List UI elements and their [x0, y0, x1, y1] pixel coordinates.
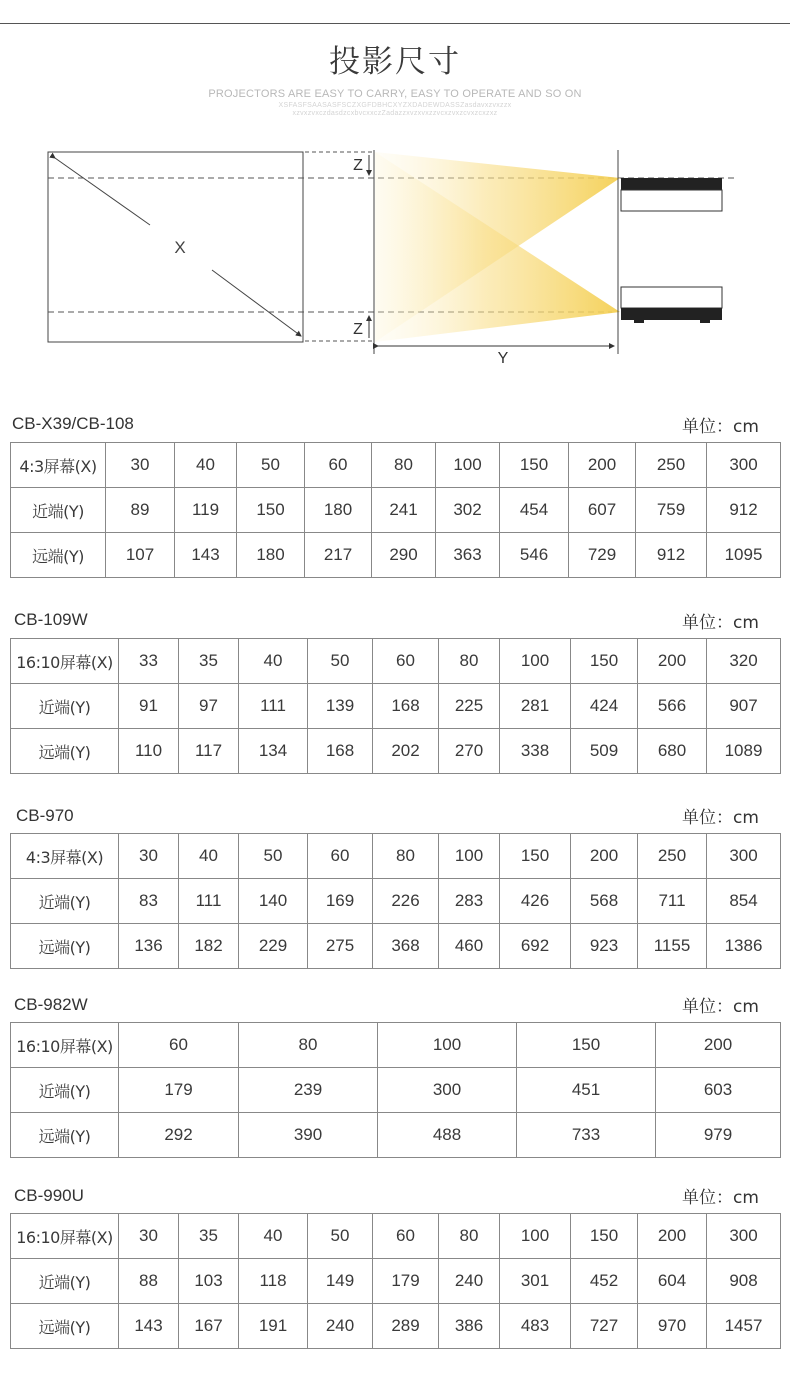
table-cell: 604 [638, 1259, 707, 1304]
table-cell: 50 [308, 639, 373, 684]
table-cell: 179 [373, 1259, 439, 1304]
table-row [11, 1259, 781, 1304]
floor-projector-foot [634, 320, 644, 323]
table-row [11, 1214, 781, 1259]
table-cell: 33 [119, 639, 179, 684]
table-cell: 270 [439, 729, 500, 774]
table-cell: 107 [106, 533, 175, 578]
table-cell: 110 [119, 729, 179, 774]
table-cell: 50 [239, 834, 308, 879]
table-row [11, 684, 781, 729]
table-cell: 180 [305, 488, 372, 533]
table-cell: 169 [308, 879, 373, 924]
table-cell: 119 [175, 488, 237, 533]
table-cell: 89 [106, 488, 175, 533]
table-cell: 200 [656, 1023, 781, 1068]
table-cell: 1386 [707, 924, 781, 969]
table-cell: 83 [119, 879, 179, 924]
table-cell: 40 [239, 639, 308, 684]
table-cell: 300 [707, 1214, 781, 1259]
table-cell: 80 [373, 834, 439, 879]
table-cell: 140 [239, 879, 308, 924]
table-cell: 远端(Y) [11, 533, 106, 578]
table-cell: 111 [179, 879, 239, 924]
table-cell: 607 [569, 488, 636, 533]
table-cell: 30 [106, 443, 175, 488]
table-cell: 30 [119, 1214, 179, 1259]
table-cell: 1457 [707, 1304, 781, 1349]
table-row [11, 729, 781, 774]
table-cell: 136 [119, 924, 179, 969]
table-cell: 168 [308, 729, 373, 774]
table-cell: 680 [638, 729, 707, 774]
table-cell: 143 [119, 1304, 179, 1349]
table-cell: 923 [571, 924, 638, 969]
table-cell: 150 [571, 639, 638, 684]
table-cell: 60 [373, 1214, 439, 1259]
table-cell: 179 [119, 1068, 239, 1113]
table-cell: 759 [636, 488, 707, 533]
table-cell: 远端(Y) [11, 1304, 119, 1349]
table-cell: 16:10屏幕(X) [11, 1023, 119, 1068]
table-row [11, 879, 781, 924]
spec-table [10, 442, 781, 578]
table-cell: 118 [239, 1259, 308, 1304]
table-cell: 289 [373, 1304, 439, 1349]
table-row [11, 488, 781, 533]
floor-projector-foot [700, 320, 710, 323]
spec-table [10, 1022, 781, 1158]
table-cell: 566 [638, 684, 707, 729]
table-cell: 1155 [638, 924, 707, 969]
table-cell: 40 [239, 1214, 308, 1259]
table-cell: 40 [175, 443, 237, 488]
table-cell: 16:10屏幕(X) [11, 1214, 119, 1259]
table-cell: 60 [373, 639, 439, 684]
table-cell: 368 [373, 924, 439, 969]
table-cell: 300 [707, 443, 781, 488]
table-cell: 60 [119, 1023, 239, 1068]
table-cell: 80 [439, 639, 500, 684]
table-cell: 100 [378, 1023, 517, 1068]
unit-label: 单位：cm [682, 613, 759, 633]
table-cell: 近端(Y) [11, 1068, 119, 1113]
table-cell: 907 [707, 684, 781, 729]
table-cell: 167 [179, 1304, 239, 1349]
table-cell: 338 [500, 729, 571, 774]
table-cell: 729 [569, 533, 636, 578]
ceiling-projector-body [621, 190, 722, 211]
table-cell: 217 [305, 533, 372, 578]
table-cell: 727 [571, 1304, 638, 1349]
table-cell: 200 [571, 834, 638, 879]
projection-size-diagram [0, 140, 790, 370]
table-cell: 近端(Y) [11, 1259, 119, 1304]
table-cell: 182 [179, 924, 239, 969]
table-cell: 97 [179, 684, 239, 729]
y-label: Y [497, 350, 509, 367]
table-cell: 300 [378, 1068, 517, 1113]
decorative-text-line: XSFASFSAASASFSCZXGFDBHCXYZXDADEWDASSZasdavxzvxzzx [278, 102, 512, 109]
table-cell: 近端(Y) [11, 879, 119, 924]
table-cell: 460 [439, 924, 500, 969]
table-cell: 35 [179, 639, 239, 684]
table-cell: 80 [439, 1214, 500, 1259]
table-cell: 50 [308, 1214, 373, 1259]
table-cell: 143 [175, 533, 237, 578]
table-cell: 60 [305, 443, 372, 488]
spec-table [10, 1213, 781, 1349]
table-cell: 229 [239, 924, 308, 969]
table-cell: 711 [638, 879, 707, 924]
table-cell: 200 [569, 443, 636, 488]
table-cell: 139 [308, 684, 373, 729]
table-cell: 近端(Y) [11, 488, 106, 533]
table-row [11, 834, 781, 879]
table-row [11, 924, 781, 969]
table-row [11, 443, 781, 488]
table-cell: 241 [372, 488, 436, 533]
table-cell: 4:3屏幕(X) [11, 443, 106, 488]
spec-table [10, 833, 781, 969]
table-cell: 240 [439, 1259, 500, 1304]
table-row [11, 1113, 781, 1158]
table-cell: 134 [239, 729, 308, 774]
table-cell: 239 [239, 1068, 378, 1113]
z-label-top: Z [353, 157, 363, 174]
table-cell: 16:10屏幕(X) [11, 639, 119, 684]
table-cell: 970 [638, 1304, 707, 1349]
table-cell: 91 [119, 684, 179, 729]
table-row [11, 533, 781, 578]
table-cell: 568 [571, 879, 638, 924]
table-cell: 452 [571, 1259, 638, 1304]
table-cell: 281 [500, 684, 571, 729]
table-cell: 509 [571, 729, 638, 774]
table-cell: 111 [239, 684, 308, 729]
top-divider [0, 23, 790, 24]
table-cell: 50 [237, 443, 305, 488]
table-cell: 692 [500, 924, 571, 969]
table-cell: 150 [500, 443, 569, 488]
table-cell: 150 [500, 834, 571, 879]
table-cell: 390 [239, 1113, 378, 1158]
unit-label: 单位：cm [682, 808, 759, 828]
model-label: CB-970 [16, 806, 74, 825]
table-cell: 100 [439, 834, 500, 879]
floor-projector-body [621, 287, 722, 308]
table-cell: 488 [378, 1113, 517, 1158]
table-cell: 150 [571, 1214, 638, 1259]
table-cell: 30 [119, 834, 179, 879]
table-cell: 854 [707, 879, 781, 924]
screen-x-label: X [174, 238, 186, 257]
table-cell: 225 [439, 684, 500, 729]
table-cell: 200 [638, 639, 707, 684]
table-cell: 426 [500, 879, 571, 924]
table-cell: 60 [308, 834, 373, 879]
table-cell: 远端(Y) [11, 1113, 119, 1158]
table-row [11, 1068, 781, 1113]
table-cell: 远端(Y) [11, 729, 119, 774]
table-row [11, 1023, 781, 1068]
table-cell: 100 [500, 1214, 571, 1259]
page-title: 投影尺寸 [329, 44, 461, 80]
table-cell: 100 [436, 443, 500, 488]
table-cell: 451 [517, 1068, 656, 1113]
table-cell: 292 [119, 1113, 239, 1158]
table-cell: 301 [500, 1259, 571, 1304]
table-cell: 250 [636, 443, 707, 488]
table-cell: 168 [373, 684, 439, 729]
spec-table [10, 638, 781, 774]
table-cell: 35 [179, 1214, 239, 1259]
diagonal-arrow-upper [55, 158, 150, 225]
table-cell: 912 [636, 533, 707, 578]
table-cell: 226 [373, 879, 439, 924]
table-cell: 近端(Y) [11, 684, 119, 729]
floor-projector-base [621, 308, 722, 320]
table-cell: 546 [500, 533, 569, 578]
table-cell: 202 [373, 729, 439, 774]
table-cell: 454 [500, 488, 569, 533]
table-cell: 275 [308, 924, 373, 969]
model-label: CB-982W [14, 995, 88, 1014]
table-cell: 603 [656, 1068, 781, 1113]
table-row [11, 1304, 781, 1349]
table-cell: 103 [179, 1259, 239, 1304]
table-cell: 80 [239, 1023, 378, 1068]
model-label: CB-109W [14, 610, 88, 629]
decorative-text-line: xzvxzvxczdasdzcxbvcxxczZadazzxvzxvxzzvcxzvxzcvxzcxzxz [292, 110, 498, 117]
table-cell: 1089 [707, 729, 781, 774]
table-cell: 80 [372, 443, 436, 488]
table-cell: 150 [517, 1023, 656, 1068]
table-cell: 912 [707, 488, 781, 533]
table-cell: 4:3屏幕(X) [11, 834, 119, 879]
table-cell: 200 [638, 1214, 707, 1259]
table-cell: 302 [436, 488, 500, 533]
table-cell: 363 [436, 533, 500, 578]
table-cell: 149 [308, 1259, 373, 1304]
z-label-bottom: Z [353, 321, 363, 338]
table-cell: 240 [308, 1304, 373, 1349]
table-cell: 191 [239, 1304, 308, 1349]
page-subtitle: PROJECTORS ARE EASY TO CARRY, EASY TO OPERATE AND SO ON [208, 88, 582, 100]
unit-label: 单位：cm [682, 1188, 759, 1208]
table-cell: 150 [237, 488, 305, 533]
ceiling-projector-top [621, 178, 722, 190]
table-cell: 483 [500, 1304, 571, 1349]
table-cell: 283 [439, 879, 500, 924]
model-label: CB-990U [14, 1186, 84, 1205]
table-cell: 979 [656, 1113, 781, 1158]
table-cell: 733 [517, 1113, 656, 1158]
model-label: CB-X39/CB-108 [12, 414, 134, 433]
table-cell: 320 [707, 639, 781, 684]
table-cell: 40 [179, 834, 239, 879]
table-cell: 250 [638, 834, 707, 879]
table-cell: 88 [119, 1259, 179, 1304]
table-cell: 424 [571, 684, 638, 729]
table-row [11, 639, 781, 684]
table-cell: 300 [707, 834, 781, 879]
table-cell: 100 [500, 639, 571, 684]
diagonal-arrow-lower [212, 270, 301, 336]
table-cell: 908 [707, 1259, 781, 1304]
table-cell: 290 [372, 533, 436, 578]
unit-label: 单位：cm [682, 417, 759, 437]
table-cell: 180 [237, 533, 305, 578]
table-cell: 远端(Y) [11, 924, 119, 969]
table-cell: 386 [439, 1304, 500, 1349]
unit-label: 单位：cm [682, 997, 759, 1017]
table-cell: 117 [179, 729, 239, 774]
table-cell: 1095 [707, 533, 781, 578]
